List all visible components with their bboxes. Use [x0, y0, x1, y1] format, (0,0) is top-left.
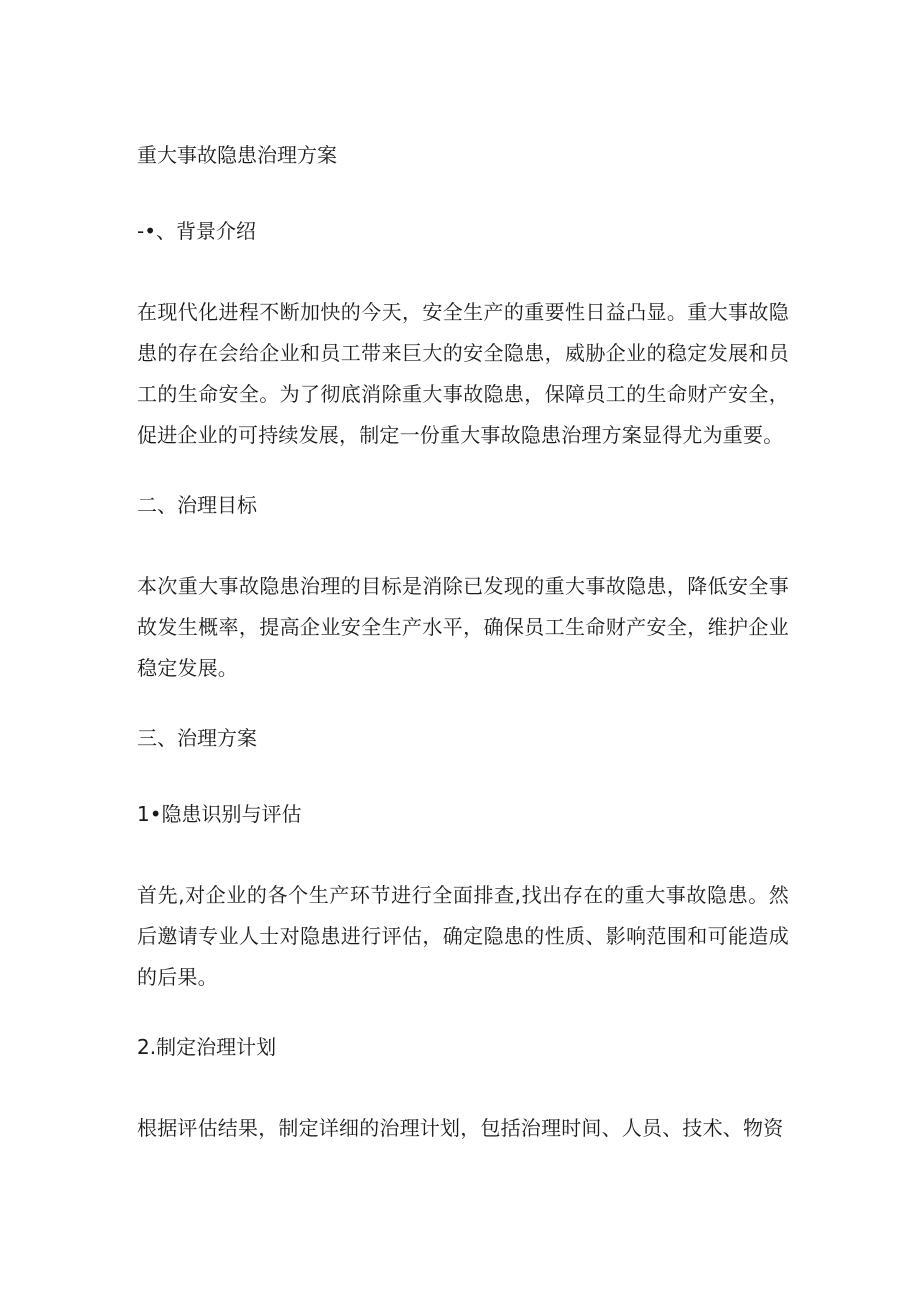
section-heading-identification: 1•隐患识别与评估 [137, 802, 302, 826]
section-paragraph-identification: 首先,对企业的各个生产环节进行全面排查,找出存在的重大事故隐患。然后邀请专业人士对隐患进行评估，确定隐患的性质、影响范围和可能造成的后果。 [137, 883, 789, 989]
section-paragraph-schedule: 根据评估结果，制定详细的治理计划，包括治理时间、人员、技术、物资 [137, 1116, 784, 1140]
section-heading-background: -•、背景介绍 [137, 219, 257, 243]
document-body [137, 140, 789, 1149]
section-heading-schedule: 2.制定治理计划 [137, 1035, 277, 1059]
document-title: 重大事故隐患治理方案 [137, 143, 337, 167]
section-heading-goals: 二、治理目标 [137, 493, 257, 517]
section-heading-plan: 三、治理方案 [137, 726, 257, 750]
section-paragraph-goals: 本次重大事故隐患治理的目标是消除已发现的重大事故隐患，降低安全事故发生概率，提高企业安全生产水平，确保员工生命财产安全，维护企业稳定发展。 [137, 574, 789, 680]
section-paragraph-background: 在现代化进程不断加快的今天，安全生产的重要性日益凸显。重大事故隐患的存在会给企业和员工带来巨大的安全隐患，威胁企业的稳定发展和员工的生命安全。为了彻底消除重大事故隐患，保障员工的生命财产安全，促进企业的可持续发展，制定一份重大事故隐患治理方案显得尤为重要。 [137, 300, 789, 447]
